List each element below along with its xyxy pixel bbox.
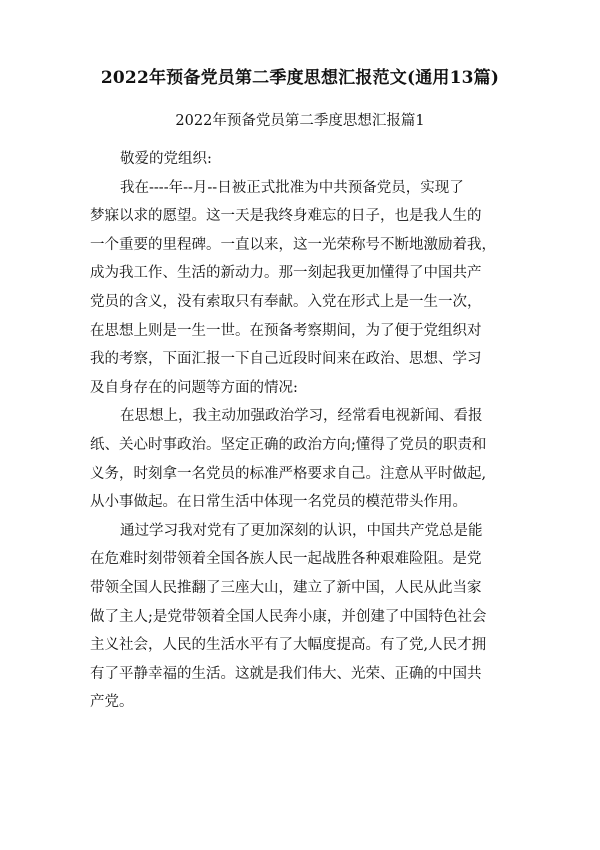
paragraph-line: 及自身存在的问题等方面的情况: [90, 379, 298, 396]
paragraph-line: 党员的含义，没有索取只有奉献。入党在形式上是一生一次， [90, 293, 482, 310]
paragraph-line: 在思想上则是一生一世。在预备考察期间，为了便于党组织对 [90, 322, 482, 339]
paragraph-line: 我在----年--月--日被正式批准为中共预备党员，实现了 [120, 179, 464, 196]
document-title: 2022年预备党员第二季度思想汇报范文(通用13篇) [100, 68, 500, 88]
salutation: 敬爱的党组织: [120, 151, 212, 167]
paragraph-line: 有了平静幸福的生活。这就是我们伟大、光荣、正确的中国共 [90, 665, 482, 682]
paragraph-line: 一个重要的里程碑。一直以来，这一光荣称号不断地激励着我， [90, 236, 496, 253]
paragraph-line: 在危难时刻带领着全国各族人民一起战胜各种艰难险阻。是党 [90, 551, 482, 568]
paragraph-line: 纸、关心时事政治。坚定正确的政治方向;懂得了党员的职责和 [90, 436, 487, 453]
paragraph-line: 产党。 [90, 694, 134, 711]
paragraph-line: 带领全国人民推翻了三座大山，建立了新中国，人民从此当家 [90, 579, 482, 596]
paragraph-line: 义务，时刻拿一名党员的标准严格要求自己。注意从平时做起, [90, 465, 487, 482]
document-body [90, 145, 520, 717]
paragraph-line: 我的考察，下面汇报一下自己近段时间来在政治、思想、学习 [90, 351, 482, 368]
paragraph-line: 主义社会，人民的生活水平有了大幅度提高。有了党,人民才拥 [90, 637, 487, 654]
paragraph-line: 通过学习我对党有了更加深刻的认识，中国共产党总是能 [120, 522, 483, 539]
document-subtitle: 2022年预备党员第二季度思想汇报篇1 [175, 113, 425, 129]
paragraph-line: 在思想上，我主动加强政治学习，经常看电视新闻、看报 [120, 408, 483, 425]
paragraph-line: 从小事做起。在日常生活中体现一名党员的模范带头作用。 [90, 494, 467, 511]
paragraph-line: 做了主人;是党带领着全国人民奔小康，并创建了中国特色社会 [90, 608, 487, 625]
paragraph-line: 梦寐以求的愿望。这一天是我终身难忘的日子，也是我人生的 [90, 208, 482, 225]
paragraph-line: 成为我工作、生活的新动力。那一刻起我更加懂得了中国共产 [90, 265, 482, 282]
